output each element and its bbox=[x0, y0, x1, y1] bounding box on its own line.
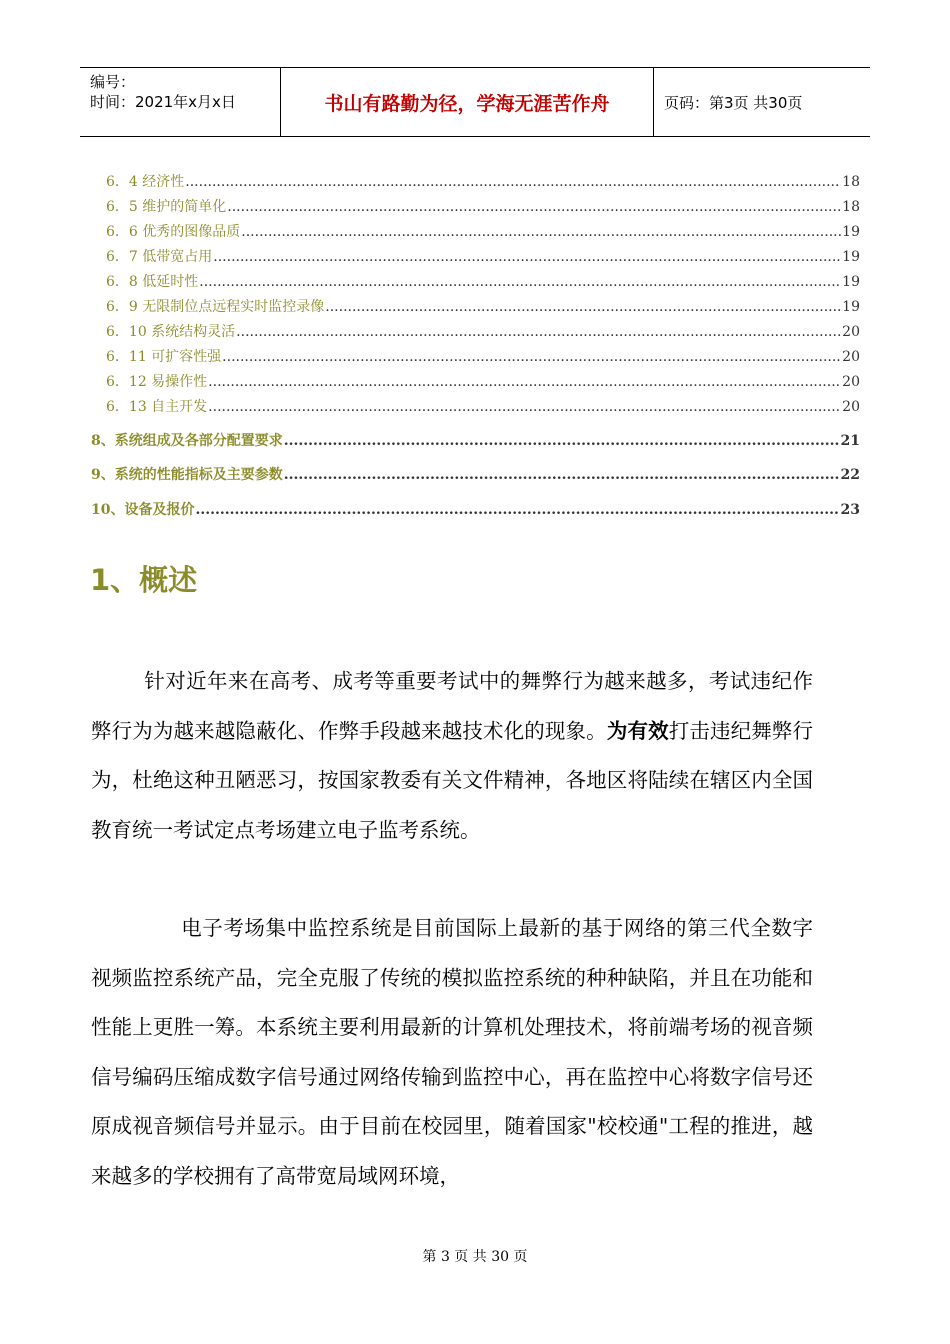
toc-chapter-title: 9、系统的性能指标及主要参数 bbox=[91, 467, 283, 483]
toc-entry-title: 6．6 优秀的图像品质 bbox=[106, 224, 241, 240]
toc-leader bbox=[284, 467, 840, 483]
toc-chapter-page: 22 bbox=[840, 467, 860, 483]
toc-entry-title: 6．5 维护的简单化 bbox=[106, 199, 227, 215]
toc-chapter-title: 10、设备及报价 bbox=[91, 502, 195, 518]
toc-entry-page: 19 bbox=[842, 274, 860, 290]
toc-entry[interactable] bbox=[106, 271, 860, 291]
toc-leader bbox=[199, 274, 841, 290]
toc-leader bbox=[208, 399, 841, 415]
toc-chapter[interactable] bbox=[91, 464, 860, 484]
toc-chapter[interactable] bbox=[91, 430, 860, 450]
toc-entry-title: 6．7 低带宽占用 bbox=[106, 249, 213, 265]
toc-leader bbox=[213, 249, 841, 265]
toc-chapter-page: 21 bbox=[840, 433, 860, 449]
page-header bbox=[80, 67, 870, 137]
toc-entry-title: 6．10 系统结构灵活 bbox=[106, 324, 236, 340]
toc-chapter-page: 23 bbox=[840, 502, 860, 518]
toc-entry-title: 6．11 可扩容性强 bbox=[106, 349, 222, 365]
toc-leader bbox=[325, 299, 841, 315]
toc-leader bbox=[208, 374, 841, 390]
toc-leader bbox=[222, 349, 841, 365]
bold-phrase: 为有效 bbox=[606, 718, 669, 743]
paragraph-intro bbox=[91, 657, 813, 855]
toc-entry-page: 18 bbox=[842, 174, 860, 190]
toc-entry[interactable] bbox=[106, 221, 860, 241]
paragraph-text: 电子考场集中监控系统是目前国际上最新的基于网络的第三代全数字视频监控系统产品，完全克服了传统的模拟监控系统的种种缺陷，并且在功能和性能上更胜一筹。本系统主要利用最新的计算机处理技术，将前端考场的视音频信号编码压缩成数字信号通过网络传输到监控中心，再在监控中心将数字信号还原成视音频信号并显示。由于目前在校园里，随着国家"校校通"工程的推进，越来越多的学校拥有了高带宽局域网环境， bbox=[91, 916, 813, 1188]
header-page-info: 页码：第3页 共30页 bbox=[664, 93, 803, 112]
toc-entry[interactable] bbox=[106, 346, 860, 366]
toc-entry-page: 20 bbox=[842, 324, 860, 340]
toc-entry-page: 19 bbox=[842, 249, 860, 265]
toc-entry-page: 18 bbox=[842, 199, 860, 215]
header-meta bbox=[80, 68, 281, 136]
toc-entry-page: 19 bbox=[842, 224, 860, 240]
toc-entry[interactable] bbox=[106, 396, 860, 416]
toc-leader bbox=[185, 174, 841, 190]
toc-chapter-title: 8、系统组成及各部分配置要求 bbox=[91, 433, 283, 449]
toc-entry-title: 6．9 无限制位点远程实时监控录像 bbox=[106, 299, 325, 315]
paragraph-text: 针对近年来在高考、成考等重要考试中的舞弊行为越来越多，考试违纪作弊行为为越来越隐蔽化、作弊手段越来越技术化的现象。 bbox=[91, 669, 813, 743]
toc-entry[interactable] bbox=[106, 246, 860, 266]
toc-entry-page: 20 bbox=[842, 399, 860, 415]
toc-entry-title: 6．4 经济性 bbox=[106, 174, 185, 190]
toc-entry[interactable] bbox=[106, 196, 860, 216]
toc-entry-title: 6．13 自主开发 bbox=[106, 399, 208, 415]
toc-entry[interactable] bbox=[106, 371, 860, 391]
toc-leader bbox=[284, 433, 840, 449]
toc-entry-title: 6．12 易操作性 bbox=[106, 374, 208, 390]
toc-leader bbox=[241, 224, 841, 240]
toc-entry-page: 19 bbox=[842, 299, 860, 315]
toc-leader bbox=[195, 502, 839, 518]
page-footer: 第 3 页 共 30 页 bbox=[422, 1249, 528, 1265]
toc-chapter[interactable] bbox=[91, 499, 860, 519]
toc-entry[interactable] bbox=[106, 171, 860, 191]
toc-entry-page: 20 bbox=[842, 374, 860, 390]
toc-entry-title: 6．8 低延时性 bbox=[106, 274, 199, 290]
toc-entry[interactable] bbox=[106, 321, 860, 341]
section-heading: 1、概述 bbox=[90, 563, 198, 597]
toc-leader bbox=[236, 324, 841, 340]
toc-entry-page: 20 bbox=[842, 349, 860, 365]
serial-label: 编号： bbox=[90, 73, 136, 91]
paragraph-text: 打击违纪舞弊行为，杜绝这种丑陋恶习，按国家教委有关文件精神，各地区将陆续在辖区内全国教育统一考试定点考场建立电子监考系统。 bbox=[91, 718, 814, 842]
time-label: 时间：2021年x月x日 bbox=[90, 93, 236, 111]
toc-leader bbox=[227, 199, 841, 215]
header-motto: 书山有路勤为径，学海无涯苦作舟 bbox=[281, 68, 654, 136]
paragraph-system bbox=[91, 904, 813, 1201]
toc-entry[interactable] bbox=[106, 296, 860, 316]
